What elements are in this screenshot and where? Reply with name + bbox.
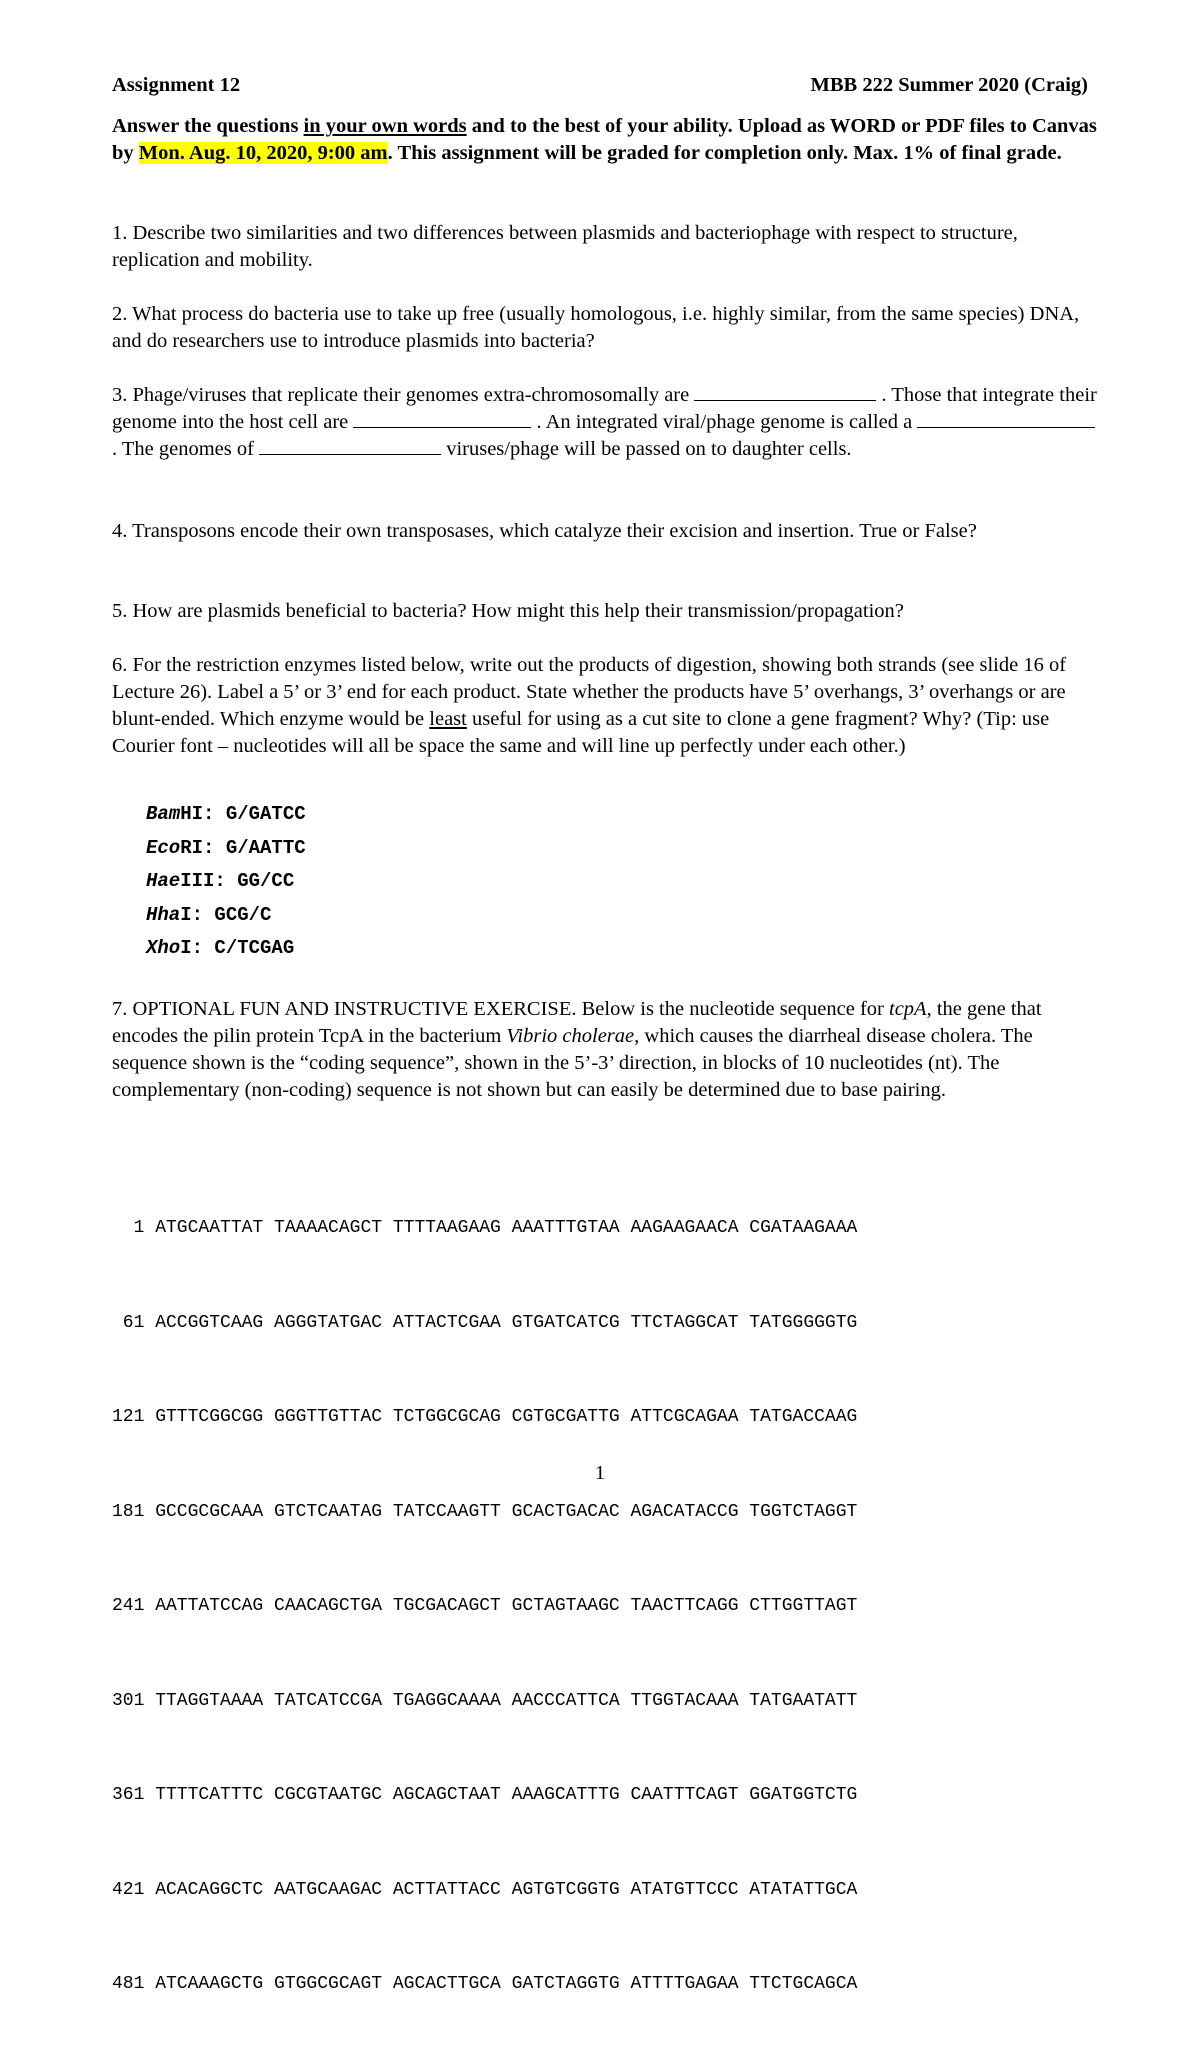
instructions [112, 113, 1097, 167]
q3-text-b: . Those that integrate their genome into the host cell are [112, 384, 1097, 433]
enzyme-site: III: GG/CC [180, 870, 295, 893]
sequence-row: 61 ACCGGTCAAG AGGGTATGAC ATTACTCGAA GTGATCATCG TTCTAGGCAT TATGGGGGTG [112, 1312, 858, 1333]
answer-blank-4[interactable] [259, 436, 441, 455]
question-2: 2. What process do bacteria use to take up free (usually homologous, i.e. highly similar, from the same species) DNA, and do researchers use to introduce plasmids into bacteria? [112, 303, 1080, 352]
enzyme-item [146, 865, 306, 899]
q7-text-3: , which causes the diarrheal disease cholera. The sequence shown is the “coding sequence”, shown in the 5’-3’ direction, in blocks of 10 nucleotides (nt). The complementary (non-coding) sequence is not shown but can easily be determined due to base pairing. [112, 1025, 1033, 1101]
enzyme-prefix: Hha [146, 903, 181, 926]
q3-text-c: . An integrated viral/phage genome is called a [536, 411, 918, 433]
q3-text-a: 3. Phage/viruses that replicate their genomes extra-chromosomally are [112, 384, 695, 406]
question-1: 1. Describe two similarities and two differences between plasmids and bacteriophage with respect to structure, replication and mobility. [112, 222, 1018, 271]
assignment-title: Assignment 12 [112, 74, 241, 96]
enzyme-item [146, 798, 306, 832]
gene-name: tcpA [889, 998, 927, 1020]
enzyme-item [146, 832, 306, 866]
enzyme-prefix: Hae [146, 870, 181, 893]
q3-text-e: viruses/phage will be passed on to daughter cells. [441, 438, 852, 460]
instructions-text-1: Answer the questions [112, 115, 304, 137]
answer-blank-2[interactable] [353, 409, 531, 428]
enzyme-site: RI: G/AATTC [180, 836, 306, 859]
question-3 [112, 382, 1097, 463]
nucleotide-sequence [112, 1150, 857, 2064]
question-7 [112, 996, 1097, 1104]
sequence-row: 481 ATCAAAGCTG GTGGCGCAGT AGCACTTGCA GATCTAGGTG ATTTTGAGAA TTCTGCAGCA [112, 1974, 858, 1994]
sequence-row: 121 GTTTCGGCGG GGGTTGTTAC TCTGGCGCAG CGTGCGATTG ATTCGCAGAA TATGACCAAG [112, 1407, 858, 1427]
question-5: 5. How are plasmids beneficial to bacteria? How might this help their transmission/propagation? [112, 600, 904, 622]
page-number: 1 [594, 1462, 606, 1484]
enzyme-site: I: C/TCGAG [180, 937, 295, 960]
enzyme-item [146, 932, 306, 966]
enzyme-site: HI: G/GATCC [180, 803, 306, 825]
question-6 [112, 652, 1097, 760]
q3-text-d: . The genomes of [112, 438, 260, 460]
answer-blank-1[interactable] [694, 382, 876, 401]
sequence-row: 421 ACACAGGCTC AATGCAAGAC ACTTATTACC AGTGTCGGTG ATATGTTCCC ATATATTGCA [112, 1879, 858, 1900]
instructions-text-3: . This assignment will be graded for completion only. Max. 1% of final grade. [387, 142, 1062, 164]
enzyme-site: I: GCG/C [180, 903, 272, 926]
sequence-row: 361 TTTTCATTTC CGCGTAATGC AGCAGCTAAT AAAGCATTTG CAATTTCAGT GGATGGTCTG [112, 1785, 858, 1805]
q6-underlined: least [429, 708, 467, 730]
q7-text-1: 7. OPTIONAL FUN AND INSTRUCTIVE EXERCISE. Below is the nucleotide sequence for [112, 998, 889, 1020]
q6-text-2: useful for using as a cut site to clone a gene fragment? Why? (Tip: use Courier font – nucleotides will all be space the same and will line up perfectly under each other.) [112, 708, 1050, 757]
q7-text-2: , the gene that encodes the pilin protein TcpA in the bacterium [112, 998, 1042, 1047]
organism-name: Vibrio cholerae [506, 1025, 635, 1047]
enzyme-list [146, 798, 306, 966]
sequence-row: 241 AATTATCCAG CAACAGCTGA TGCGACAGCT GCTAGTAAGC TAACTTCAGG CTTGGTTAGT [112, 1596, 858, 1616]
page-header [112, 72, 1088, 102]
enzyme-prefix: Bam [146, 803, 181, 825]
sequence-row: 301 TTAGGTAAAA TATCATCCGA TGAGGCAAAA AACCCATTCA TTGGTACAAA TATGAATATT [112, 1690, 858, 1711]
instructions-text-2: and to the best of your ability. Upload as WORD or PDF files to Canvas by [112, 115, 1097, 164]
due-date-highlight: Mon. Aug. 10, 2020, 9:00 am [138, 142, 388, 164]
q6-text-1: 6. For the restriction enzymes listed below, write out the products of digestion, showing both strands (see slide 16 of Lecture 26). Label a 5’ or 3’ end for each product. State whether the products have 5’ overhangs, 3’ overhangs or are blunt-ended. Which enzyme would be [112, 654, 1067, 730]
sequence-row: 1 ATGCAATTAT TAAAACAGCT TTTTAAGAAG AAATTTGTAA AAGAAGAACA CGATAAGAAA [112, 1218, 858, 1238]
enzyme-prefix: Eco [146, 836, 181, 859]
question-4: 4. Transposons encode their own transposases, which catalyze their excision and insertion. True or False? [112, 520, 977, 542]
answer-blank-3[interactable] [917, 409, 1095, 428]
course-title: MBB 222 Summer 2020 (Craig) [810, 74, 1088, 96]
instructions-underlined: in your own words [303, 115, 467, 137]
sequence-row: 181 GCCGCGCAAA GTCTCAATAG TATCCAAGTT GCACTGACAC AGACATACCG TGGTCTAGGT [112, 1501, 858, 1522]
enzyme-prefix: Xho [146, 937, 181, 960]
enzyme-item [146, 899, 306, 933]
